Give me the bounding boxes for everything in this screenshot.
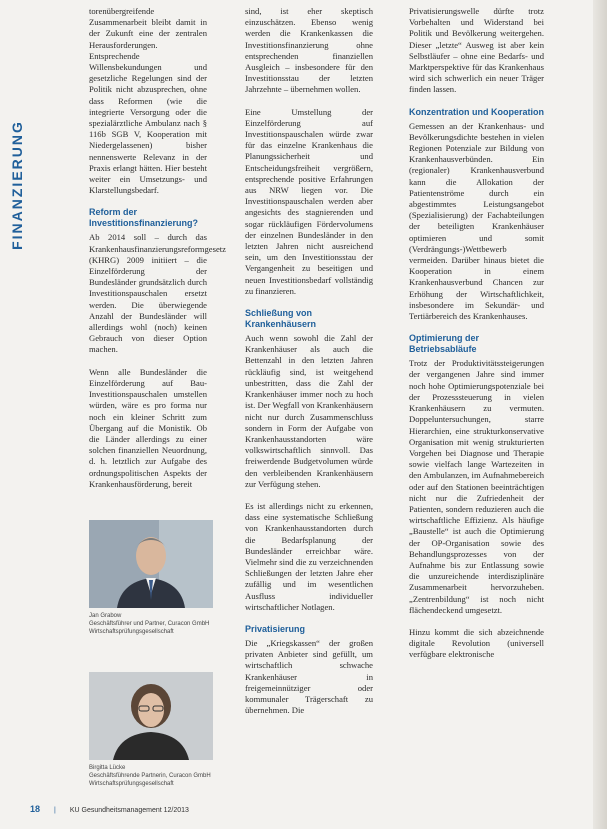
col2-heading-privatisation: Privatisierung: [245, 623, 306, 634]
author-caption-1: [89, 612, 213, 636]
col1-paragraph-1: torenübergreifende Zusammenarbeit bleibt damit in der Zukunft eine der zentralen Herausforderungen. Entsprechende Willensbekundungen und gesetzliche Regelungen sind der Politik nicht abzusprechen, ohne dass Reformen (wie die integrierte Versorgung oder die spezialärztliche Ambulanz nach § 116b SGB V, Kooperation mit Niedergelassenen) bisher nennenswerte Relevanz in der Praxis erlangt hätten. Hier besteht weiter ein Umsetzungs- und Klarstellungsbedarf.: [89, 6, 207, 196]
col2-paragraph-3: Auch wenn sowohl die Zahl der Krankenhäuser als auch die Bettenzahl in den letzten Jahren rückläufig sind, ist weitgehend unbestritten, dass die Zahl der Krankenhäuser immer noch zu hoch ist. Der Wegfall von Krankenhäusern nicht nur durch Zusammenschluss sondern in Form der Aufgabe von Krankenhausstandorten wäre volkswirtschaftlich sinnvoll. Das freiwerdende Budgetvolumen würde den verbleibenden Krankenhäusern zur Verfügung stehen.: [245, 333, 373, 489]
author-card-1: [89, 520, 213, 636]
author-role-1: Geschäftsführer und Partner, Curacon GmbH Wirtschaftsprüfungsgesellschaft: [89, 621, 210, 635]
col3-paragraph-4: Hinzu kommt die sich abzeichnende digitale Revolution (universell verfügbare elektronische: [409, 626, 544, 660]
section-label: [2, 120, 32, 250]
col2-heading-hospital-closures: Schließung von Krankenhäusern: [245, 308, 317, 330]
page-number: 18: [30, 804, 41, 814]
col2-paragraph-1: sind, ist eher skeptisch einzuschätzen. Ebenso wenig werden die Krankenkassen die Investitionsfinanzierung ohne entsprechenden finanziellen Ausgleich – insbesondere für den Investitionsstau der letzten Jahrzehnte – übernehmen wollen.: [245, 6, 373, 95]
author-card-2: [89, 672, 213, 788]
column-2: [245, 6, 373, 727]
col2-paragraph-5: Die „Kriegskassen“ der großen privaten Anbieter sind gefüllt, um wirtschaftlich schwache Krankenhäuser in freigemeinnütziger oder kommunaler Trägerschaft zu übernehmen. Die: [245, 637, 373, 716]
col1-heading-investment-reform: Reform der Investitionsfinanzierung?: [89, 207, 199, 229]
page-footer: [30, 804, 189, 814]
col3-paragraph-3: Trotz der Produktivitätssteigerungen der vergangenen Jahre sind immer noch hohe Optimierungspotenziale bei der Prozesssteuerung in vielen Krankenhäusern zu vermuten. Doppeluntersuchungen, starre Hierarchien, eine strukturkonservative Organisation mit wenig strukturierten Vorgehen bei Diagnose und Therapie sowie vielfach lange Wartezeiten in den Ambulanzen, im Aufnahmebereich oder auf den Stationen beeinträchtigen nicht nur die Zufriedenheit der Patienten, sondern reduzieren auch die wirtschaftliche Effizienz. Als häufige „Baustelle“ ist auch die Optimierung der OP-Organisation sowie des Behandlungsprozesses von der Aufnahme bis zur Entlassung sowie die unzureichende interdisziplinäre Zusammenarbeit hervorzuheben. „Zentrenbildung“ ist noch nicht flächendeckend umgesetzt.: [409, 358, 544, 615]
author-photo-2: [89, 672, 213, 760]
col3-paragraph-2: Gemessen an der Krankenhaus- und Bevölkerungsdichte bestehen in vielen Regionen Potenziale zur Bildung von Krankenhausverbünden. Ein (regionaler) Krankenhausverbund kann die Allokation der Patientenströme durch ein abgestimmtes Leistungsangebot (Spezialisierung) der Fachabteilungen der beteiligten Krankenhäuser optimieren und somit (Verdrängungs-)Wettbewerb vermeiden. Darüber hinaus bietet die Kooperation in einem Krankenhausverbund Chancen zur Erhöhung der Wirtschaftlichkeit, insbesondere im Sekundär- und Tertiärbereich des Krankenhauses.: [409, 120, 544, 322]
col3-heading-concentration: Konzentration und Kooperation: [409, 106, 544, 117]
column-3: [409, 6, 544, 672]
author-caption-2: [89, 764, 213, 788]
author-photo-1: [89, 520, 213, 608]
col1-paragraph-2: Ab 2014 soll – durch das Krankenhausfinanzierungsreformgesetz (KHRG) 2009 initiiert – die Einzelförderung der Bundesländer grundsätzlich durch Investitionspauschalen ersetzt werden. Die überwiegende Anzahl der Bundesländer will allerdings wohl (noch) keinen Gebrauch von dieser Option machen.: [89, 232, 226, 355]
col2-paragraph-4: Es ist allerdings nicht zu erkennen, dass eine systematische Schließung von Krankenhausstandorten durch die Bedarfsplanung der Bundesländer erreichbar wäre. Vielmehr sind die zu verzeichnenden Schließungen der letzten Jahre eher zufällig und im wesentlichen Ausfluss individueller wirtschaftlicher Notlagen.: [245, 500, 373, 612]
col2-paragraph-2: Eine Umstellung der Einzelförderung auf Investitionspauschalen würde zwar für das einzelne Krankenhaus die Planungssicherheit und Entscheidungsfreiheit vergrößern, entsprechende positive Erfahrungen aus NRW liegen vor. Die Investitionspauschalen werden aber angesichts des stagnierenden und sogar rückläufigen Fördervolumens der einzelnen Bundesländer in den letzten Jahren nicht ausreichend sein, um den Investitionsstau der Vergangenheit zu beseitigen und neuen Investitionsbedarf vollständig zu finanzieren.: [245, 106, 373, 296]
author-name-1: Jan Grabow: [89, 613, 122, 619]
author-name-2: Birgitta Lücke: [89, 765, 126, 771]
footer-separator: |: [54, 807, 56, 814]
publication-name: KU Gesundheitsmanagement 12/2013: [69, 807, 189, 814]
page-edge: [593, 0, 607, 829]
author-role-2: Geschäftsführende Partnerin, Curacon GmbH Wirtschaftsprüfungsgesellschaft: [89, 773, 211, 787]
column-1: [89, 6, 226, 501]
col3-heading-operations: Optimierung der Betriebsabläufe: [409, 333, 480, 355]
col1-paragraph-3: Wenn alle Bundesländer die Einzelförderung auf Bau-Investitionspauschalen umstellen würden, wäre es pro forma nur noch ein kleiner Schritt zum Übergang auf die Monistik. Ob die Länder allerdings zu einer solchen finanziellen Neuordnung, d. h. letztlich zur Aufgabe des ordnungspolitischen Aspekts der Krankenhausförderung, bereit: [89, 366, 207, 489]
section-label-text: FINANZIERUNG: [9, 120, 25, 250]
col3-paragraph-1: Privatisierungswelle dürfte trotz Vorbehalten und Widerstand bei Politik und Bevölkerung weitergehen. Dieser „letzte“ Ausweg ist aber kein Selbstläufer – ohne eine Bedarfs- und Marktperspektive für das Krankenhaus wird sich schwerlich ein neuer Träger finden lassen.: [409, 6, 544, 95]
